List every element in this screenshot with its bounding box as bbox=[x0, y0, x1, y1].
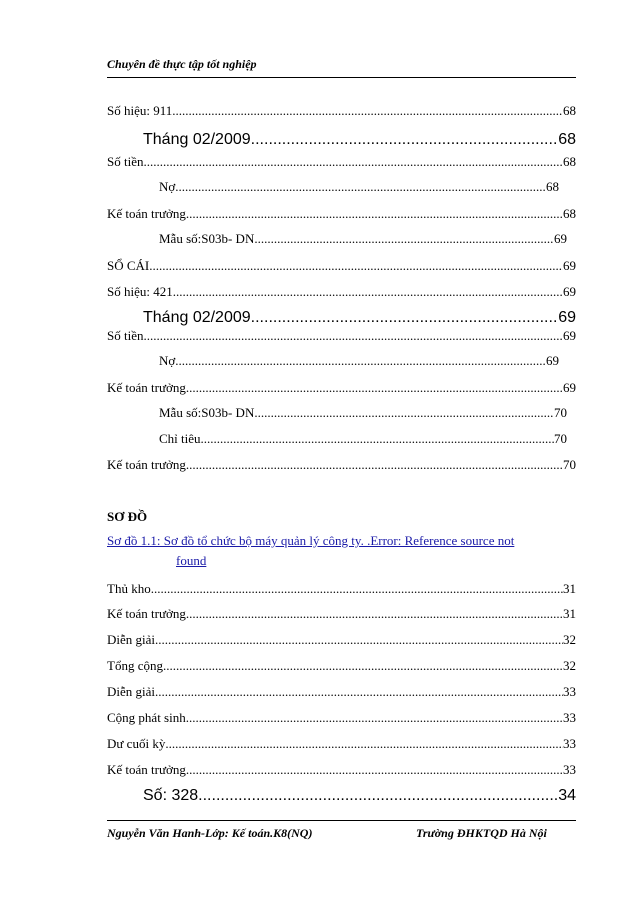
page-header: Chuyên đề thực tập tốt nghiệp bbox=[107, 57, 257, 71]
toc-leader-dots bbox=[143, 154, 563, 170]
toc-leader-dots bbox=[254, 405, 554, 421]
toc-entry-label: Diễn giải bbox=[107, 684, 156, 699]
toc-entry[interactable] bbox=[107, 684, 576, 700]
toc-entry-page: 33 bbox=[563, 710, 576, 725]
toc-entry-page: 32 bbox=[563, 658, 576, 673]
toc-entry[interactable] bbox=[107, 736, 576, 752]
footer-school: Trường ĐHKTQD Hà Nội bbox=[416, 826, 547, 840]
toc-entry-label: Kế toán trưởng bbox=[107, 380, 186, 395]
toc-entry[interactable] bbox=[107, 328, 576, 344]
toc-leader-dots bbox=[186, 762, 563, 778]
toc-leader-dots bbox=[186, 206, 563, 222]
toc-entry-label: Số tiền bbox=[107, 328, 144, 343]
toc-entry-page: 33 bbox=[563, 736, 576, 751]
toc-entry[interactable] bbox=[107, 405, 567, 421]
toc-entry-page: 32 bbox=[563, 632, 576, 647]
toc-entry-page: 70 bbox=[554, 405, 567, 420]
toc-entry-page: 68 bbox=[563, 154, 576, 169]
toc-leader-dots bbox=[198, 787, 558, 805]
toc-entry-label: Thủ kho bbox=[107, 581, 151, 596]
toc-entry[interactable] bbox=[107, 103, 576, 119]
toc-entry[interactable] bbox=[107, 581, 576, 597]
toc-entry[interactable] bbox=[107, 762, 576, 778]
toc-leader-dots bbox=[155, 684, 563, 700]
toc-leader-dots bbox=[251, 309, 559, 327]
toc-entry-label: Số tiền bbox=[107, 154, 144, 169]
toc-leader-dots bbox=[151, 581, 563, 597]
toc-entry[interactable] bbox=[107, 658, 576, 674]
toc-leader-dots bbox=[175, 353, 546, 369]
toc-entry-label: Diễn giải bbox=[107, 632, 156, 647]
toc-leader-dots bbox=[251, 131, 559, 149]
toc-entry-page: 69 bbox=[563, 380, 576, 395]
footer-rule bbox=[107, 820, 576, 821]
toc-entry[interactable] bbox=[107, 457, 576, 473]
toc-entry-label: Tháng 02/2009 bbox=[143, 131, 251, 148]
toc-entry[interactable] bbox=[107, 606, 576, 622]
toc-entry-page: 69 bbox=[554, 231, 567, 246]
toc-link-line1[interactable]: Sơ đồ 1.1: Sơ đồ tổ chức bộ máy quản lý công ty. .Error: Reference source not bbox=[107, 533, 515, 548]
toc-entry[interactable] bbox=[107, 787, 576, 805]
toc-entry[interactable] bbox=[107, 632, 576, 648]
toc-leader-dots bbox=[186, 457, 563, 473]
footer-author: Nguyễn Văn Hanh-Lớp: Kế toán.K8(NQ) bbox=[107, 826, 313, 840]
toc-entry[interactable] bbox=[107, 206, 576, 222]
header-rule bbox=[107, 77, 576, 78]
toc-entry-page: 70 bbox=[554, 431, 567, 446]
toc-entry-page: 34 bbox=[558, 787, 576, 804]
toc-leader-dots bbox=[186, 606, 563, 622]
toc-entry[interactable] bbox=[107, 179, 559, 195]
toc-entry-label: Nợ bbox=[159, 353, 176, 368]
toc-entry-label: Nợ bbox=[159, 179, 176, 194]
toc-entry[interactable] bbox=[107, 353, 559, 369]
toc-entry-label: Dư cuối kỳ bbox=[107, 736, 166, 751]
toc-entry[interactable] bbox=[107, 131, 576, 149]
toc-entry[interactable] bbox=[107, 258, 576, 274]
toc-entry-page: 69 bbox=[546, 353, 559, 368]
toc-leader-dots bbox=[186, 710, 563, 726]
toc-entry-page: 68 bbox=[563, 206, 576, 221]
toc-entry[interactable] bbox=[107, 284, 576, 300]
toc-entry-label: Kế toán trưởng bbox=[107, 606, 186, 621]
toc-entry-page: 68 bbox=[558, 131, 576, 148]
toc-entry-label: Số hiệu: 421 bbox=[107, 284, 173, 299]
toc-entry[interactable] bbox=[107, 431, 567, 447]
toc-entry-page: 68 bbox=[563, 103, 576, 118]
toc-entry-page: 33 bbox=[563, 684, 576, 699]
toc-entry[interactable] bbox=[107, 710, 576, 726]
toc-entry-page: 68 bbox=[546, 179, 559, 194]
toc-leader-dots bbox=[175, 179, 546, 195]
toc-link-entry[interactable] bbox=[107, 533, 576, 569]
section-heading: SƠ ĐỒ bbox=[107, 509, 148, 524]
toc-entry-label: Mẫu số:S03b- DN bbox=[159, 405, 255, 420]
toc-leader-dots bbox=[155, 632, 563, 648]
toc-entry-label: Số: 328 bbox=[143, 787, 199, 804]
toc-entry[interactable] bbox=[107, 154, 576, 170]
toc-entry-label: Số hiệu: 911 bbox=[107, 103, 173, 118]
toc-leader-dots bbox=[149, 258, 563, 274]
toc-entry-label: Mẫu số:S03b- DN bbox=[159, 231, 255, 246]
toc-entry-page: 69 bbox=[563, 258, 576, 273]
toc-entry-label: SỔ CÁI bbox=[107, 258, 150, 273]
toc-entry-page: 31 bbox=[563, 581, 576, 596]
toc-leader-dots bbox=[254, 231, 554, 247]
toc-entry-page: 31 bbox=[563, 606, 576, 621]
toc-entry-label: Kế toán trưởng bbox=[107, 762, 186, 777]
toc-entry-label: Kế toán trưởng bbox=[107, 206, 186, 221]
toc-entry[interactable] bbox=[107, 380, 576, 396]
toc-entry-page: 69 bbox=[563, 328, 576, 343]
toc-entry-page: 69 bbox=[558, 309, 576, 326]
toc-leader-dots bbox=[143, 328, 563, 344]
toc-entry-page: 69 bbox=[563, 284, 576, 299]
toc-leader-dots bbox=[165, 736, 563, 752]
toc-leader-dots bbox=[163, 658, 563, 674]
toc-entry-label: Tổng cộng bbox=[107, 658, 163, 673]
toc-entry[interactable] bbox=[107, 309, 576, 327]
toc-entry-page: 33 bbox=[563, 762, 576, 777]
toc-entry-page: 70 bbox=[563, 457, 576, 472]
toc-leader-dots bbox=[201, 431, 554, 447]
toc-entry-label: Chỉ tiêu bbox=[159, 431, 201, 446]
toc-entry-label: Kế toán trưởng bbox=[107, 457, 186, 472]
toc-entry[interactable] bbox=[107, 231, 567, 247]
toc-leader-dots bbox=[173, 284, 563, 300]
toc-entry-label: Tháng 02/2009 bbox=[143, 309, 251, 326]
toc-link-line2[interactable]: found bbox=[176, 553, 207, 568]
toc-leader-dots bbox=[186, 380, 563, 396]
toc-entry-label: Cộng phát sinh bbox=[107, 710, 186, 725]
toc-leader-dots bbox=[172, 103, 563, 119]
